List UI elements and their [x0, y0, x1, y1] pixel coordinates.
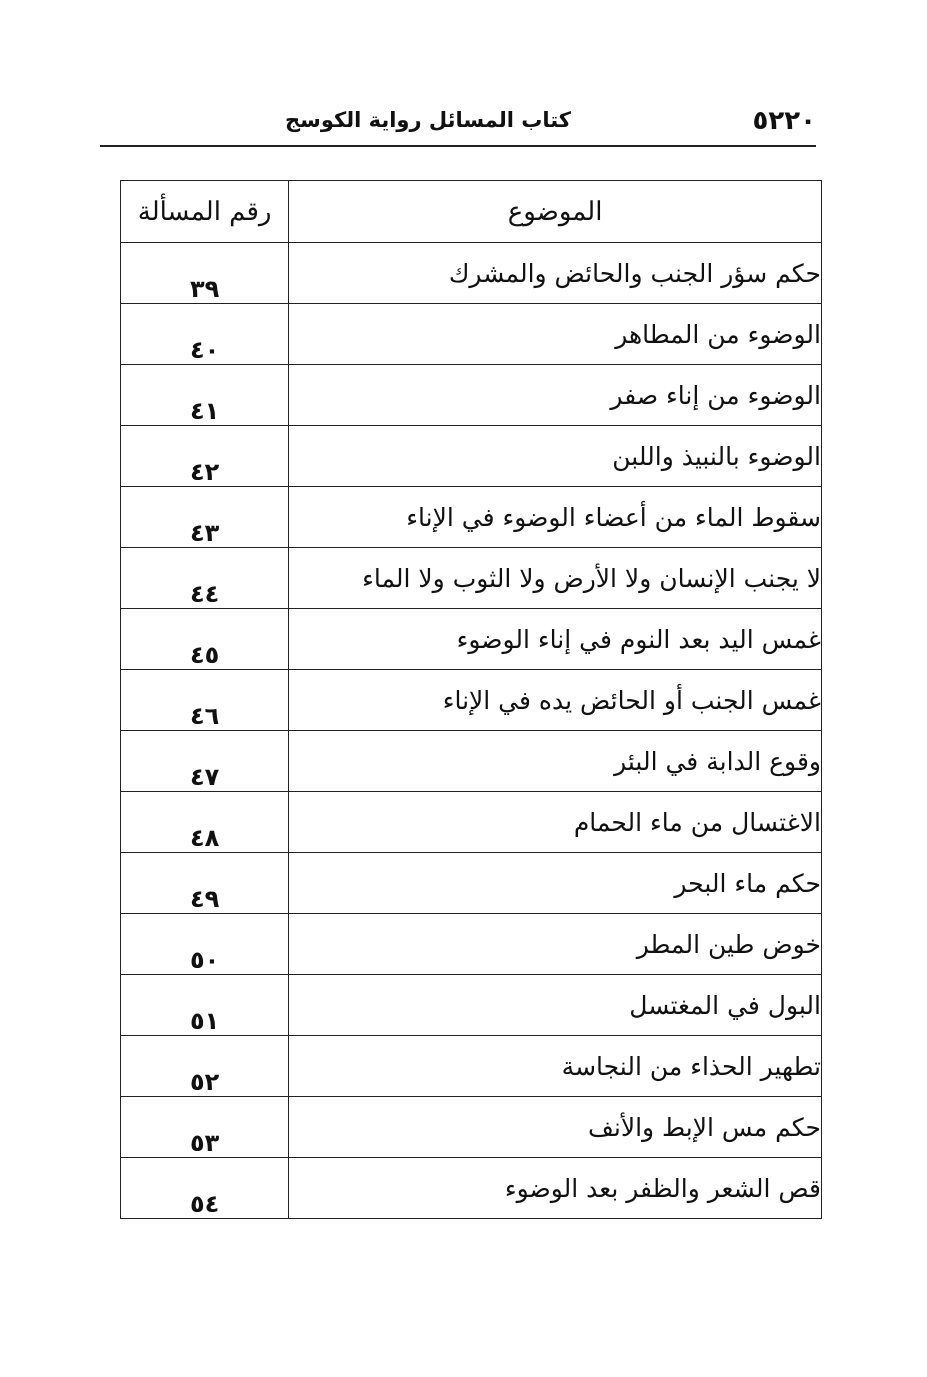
topic-cell: خوض طين المطر	[289, 914, 822, 975]
number-cell: ٤٩	[121, 853, 289, 914]
topic-cell: الوضوء من إناء صفر	[289, 365, 822, 426]
table-row	[121, 548, 822, 609]
number-cell: ٤٠	[121, 304, 289, 365]
number-cell: ٤٨	[121, 792, 289, 853]
column-header-topic: الموضوع	[289, 181, 822, 243]
table-row	[121, 731, 822, 792]
topic-cell: غمس الجنب أو الحائض يده في الإناء	[289, 670, 822, 731]
topic-cell: قص الشعر والظفر بعد الوضوء	[289, 1158, 822, 1219]
topic-cell: البول في المغتسل	[289, 975, 822, 1036]
number-cell: ٤٤	[121, 548, 289, 609]
table-row	[121, 487, 822, 548]
page-header	[100, 100, 816, 144]
table-row	[121, 365, 822, 426]
number-cell: ٤٣	[121, 487, 289, 548]
number-cell: ٥٤	[121, 1158, 289, 1219]
table-header-row	[121, 181, 822, 243]
table-row	[121, 975, 822, 1036]
running-title: كتاب المسائل رواية الكوسج	[285, 108, 571, 132]
topic-cell: لا يجنب الإنسان ولا الأرض ولا الثوب ولا الماء	[289, 548, 822, 609]
number-cell: ٤٥	[121, 609, 289, 670]
page-number: ٥٢٢٠	[752, 106, 816, 136]
table-row	[121, 304, 822, 365]
number-cell: ٥٠	[121, 914, 289, 975]
number-cell: ٥١	[121, 975, 289, 1036]
number-cell: ٣٩	[121, 243, 289, 304]
number-cell: ٥٣	[121, 1097, 289, 1158]
number-cell: ٤٢	[121, 426, 289, 487]
number-cell: ٥٢	[121, 1036, 289, 1097]
table-row	[121, 914, 822, 975]
topic-cell: الاغتسال من ماء الحمام	[289, 792, 822, 853]
topic-cell: تطهير الحذاء من النجاسة	[289, 1036, 822, 1097]
column-header-number: رقم المسألة	[121, 181, 289, 243]
table-row	[121, 426, 822, 487]
topics-table	[120, 180, 822, 1219]
topic-cell: سقوط الماء من أعضاء الوضوء في الإناء	[289, 487, 822, 548]
number-cell: ٤٧	[121, 731, 289, 792]
table-row	[121, 1158, 822, 1219]
table-row	[121, 609, 822, 670]
table-row	[121, 1097, 822, 1158]
topic-cell: وقوع الدابة في البئر	[289, 731, 822, 792]
table-row	[121, 1036, 822, 1097]
table-row	[121, 792, 822, 853]
header-rule	[100, 145, 816, 147]
number-cell: ٤١	[121, 365, 289, 426]
topic-cell: الوضوء بالنبيذ واللبن	[289, 426, 822, 487]
table-row	[121, 853, 822, 914]
topic-cell: غمس اليد بعد النوم في إناء الوضوء	[289, 609, 822, 670]
topic-cell: حكم مس الإبط والأنف	[289, 1097, 822, 1158]
topic-cell: الوضوء من المطاهر	[289, 304, 822, 365]
topic-cell: حكم ماء البحر	[289, 853, 822, 914]
topic-cell: حكم سؤر الجنب والحائض والمشرك	[289, 243, 822, 304]
number-cell: ٤٦	[121, 670, 289, 731]
table-row	[121, 670, 822, 731]
table-row	[121, 243, 822, 304]
